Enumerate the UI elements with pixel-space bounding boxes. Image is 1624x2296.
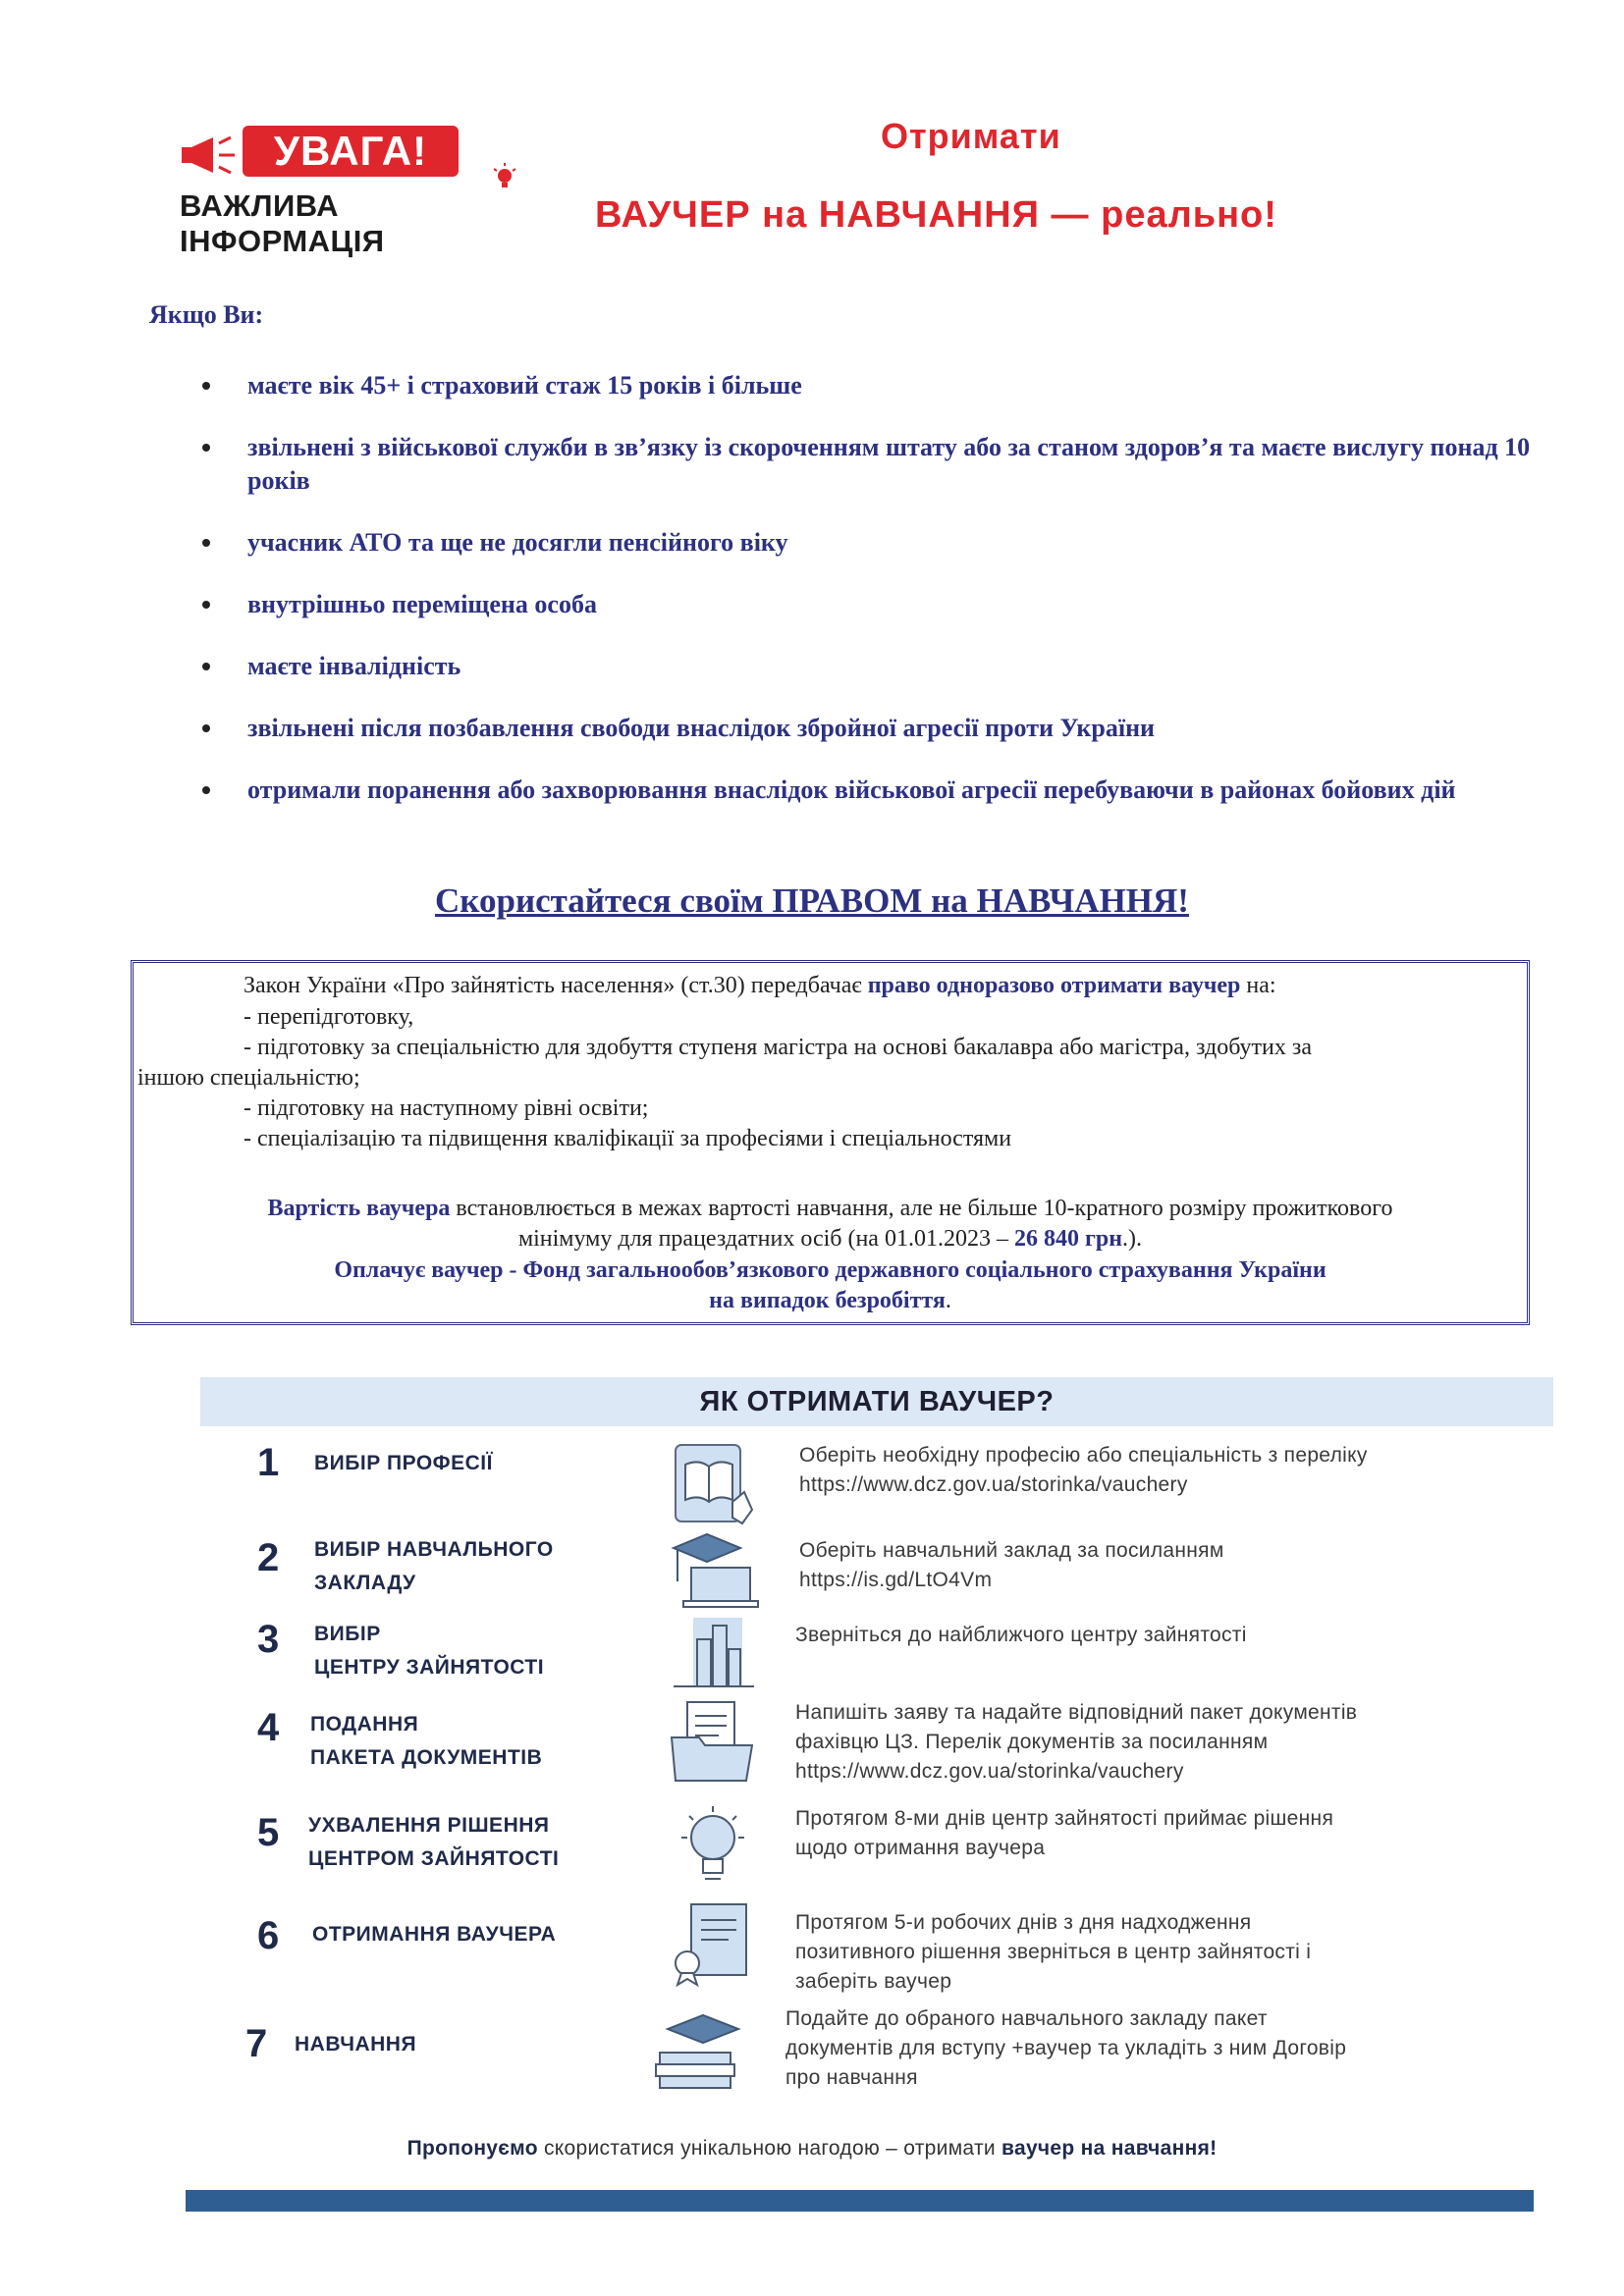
step-number: 1 xyxy=(257,1441,280,1484)
attention-logo xyxy=(180,126,533,258)
step-title-line: ВИБІР НАВЧАЛЬНОГО xyxy=(314,1538,554,1561)
law-item: іншою спеціальністю; xyxy=(137,1065,360,1091)
step-title-line: НАВЧАННЯ xyxy=(295,2033,417,2056)
condition-item: маєте вік 45+ і страховий стаж 15 років і більше xyxy=(196,369,1542,402)
law-intro-end: на: xyxy=(1240,973,1276,998)
payer-line1 xyxy=(134,1257,1527,1284)
voucher-cost-line1 xyxy=(134,1196,1527,1222)
step-title xyxy=(295,2028,416,2061)
footer-text: скористатися унікальною нагодою – отримати xyxy=(537,2137,1002,2160)
step-desc-line: Оберіть навчальний заклад за посиланням xyxy=(799,1539,1224,1562)
step-desc-line: Зверніться до найближчого центру зайнятості xyxy=(795,1624,1247,1646)
step-number: 3 xyxy=(257,1618,280,1661)
step-title xyxy=(314,1618,544,1684)
law-item: - спеціалізацію та підвищення кваліфікації за професіями і спеціальностями xyxy=(244,1126,1012,1151)
title-line-1: Отримати xyxy=(881,116,1061,156)
slogan-heading: Скористайтеся своїм ПРАВОМ на НАВЧАННЯ! xyxy=(435,881,1189,920)
condition-item: звільнені після позбавлення свободи внаслідок збройної агресії проти України xyxy=(196,712,1542,745)
folder-documents-icon xyxy=(664,1698,762,1785)
bottom-bar xyxy=(186,2190,1534,2212)
step-title xyxy=(312,1918,556,1951)
payer-text2: на випадок безробіття xyxy=(709,1288,946,1313)
step-desc-line: https://www.dcz.gov.ua/storinka/vauchery xyxy=(799,1473,1188,1496)
step-desc-line: Напишіть заяву та надайте відповідний пакет документів xyxy=(795,1701,1358,1724)
step-desc-line: Протягом 8-ми днів центр зайнятості приймає рішення xyxy=(795,1807,1334,1830)
step-desc-line: https://is.gd/LtO4Vm xyxy=(799,1569,993,1591)
footer-bold-start: Пропонуємо xyxy=(406,2137,538,2160)
step-description xyxy=(799,1441,1368,1500)
step-title-line: ОТРИМАННЯ ВАУЧЕРА xyxy=(312,1923,557,1946)
step-title-line: ЗАКЛАДУ xyxy=(314,1572,416,1594)
certificate-icon xyxy=(664,1900,762,1987)
step-number: 7 xyxy=(245,2022,268,2065)
step-title-line: ПОДАННЯ xyxy=(310,1713,419,1735)
condition-item: учасник АТО та ще не досягли пенсійного віку xyxy=(196,526,1542,560)
intro-text: Якщо Ви: xyxy=(149,300,264,329)
step-description xyxy=(795,1908,1311,1997)
condition-item: отримали поранення або захворювання внаслідок військової агресії перебуваючи в районах бойових дій xyxy=(196,774,1542,807)
conditions-list xyxy=(196,369,1542,835)
step-title-line: УХВАЛЕННЯ РІШЕННЯ xyxy=(308,1814,550,1837)
step-desc-line: Оберіть необхідну професію або спеціальність з переліку xyxy=(799,1444,1368,1467)
voucher-cost-text2: мінімуму для працездатних осіб (на 01.01.2023 – xyxy=(517,1226,1014,1252)
attention-badge: УВАГА! xyxy=(243,126,459,177)
footer-bold-end: ваучер на навчання! xyxy=(1001,2137,1218,2160)
important-info-label: ВАЖЛИВА ІНФОРМАЦІЯ xyxy=(180,188,385,258)
graduation-laptop-icon xyxy=(664,1526,762,1613)
voucher-cost-line2 xyxy=(134,1226,1527,1253)
buildings-icon xyxy=(664,1610,762,1696)
step-title-line: ЦЕНТРОМ ЗАЙНЯТОСТІ xyxy=(308,1847,560,1870)
step-number: 2 xyxy=(257,1536,280,1579)
lightbulb-icon xyxy=(664,1802,762,1889)
voucher-cost-amount: 26 840 грн xyxy=(1013,1226,1123,1252)
payer-end: . xyxy=(945,1288,951,1313)
step-desc-line: щодо отримання ваучера xyxy=(795,1837,1046,1859)
law-intro-bold: право одноразово отримати ваучер xyxy=(867,973,1241,998)
step-desc-line: заберіть ваучер xyxy=(795,1970,952,1993)
step-desc-line: про навчання xyxy=(785,2066,918,2089)
payer-line2 xyxy=(134,1288,1527,1314)
law-info-box xyxy=(131,960,1530,1325)
infographic-title: ЯК ОТРИМАТИ ВАУЧЕР? xyxy=(200,1377,1553,1426)
step-desc-line: https://www.dcz.gov.ua/storinka/vauchery xyxy=(795,1760,1184,1783)
voucher-cost-label: Вартість ваучера xyxy=(267,1196,451,1221)
condition-item: маєте інвалідність xyxy=(196,650,1542,683)
step-desc-line: документів для вступу +ваучер та укладіть з ним Договір xyxy=(785,2037,1347,2059)
graduation-books-icon xyxy=(648,2007,746,2094)
step-desc-line: фахівцю ЦЗ. Перелік документів за посиланням xyxy=(795,1731,1269,1753)
infographic-footer xyxy=(0,2137,1624,2161)
law-intro-text: Закон України «Про зайнятість населення» (ст.30) передбачає xyxy=(244,973,868,998)
step-title xyxy=(314,1447,493,1480)
step-desc-line: позитивного рішення зверніться в центр зайнятості і xyxy=(795,1941,1312,1963)
title-line-2: ВАУЧЕР на НАВЧАННЯ — реально! xyxy=(595,194,1277,236)
step-title xyxy=(308,1809,559,1876)
step-number: 5 xyxy=(257,1811,280,1854)
step-title-line: ВИБІР xyxy=(314,1623,381,1645)
payer-text: Оплачує ваучер - Фонд загальнообов’язкового державного соціального страхування України xyxy=(334,1257,1326,1283)
step-desc-line: Протягом 5-и робочих днів з дня надходження xyxy=(795,1911,1252,1934)
condition-item: внутрішньо переміщена особа xyxy=(196,588,1542,621)
law-item: - підготовку за спеціальністю для здобуття ступеня магістра на основі бакалавра або магістра, здобутих за xyxy=(244,1035,1312,1060)
step-description xyxy=(795,1621,1247,1650)
voucher-cost-end: .). xyxy=(1122,1226,1143,1252)
step-title xyxy=(314,1533,554,1600)
step-desc-line: Подайте до обраного навчального закладу пакет xyxy=(785,2007,1268,2030)
law-item: - підготовку на наступному рівні освіти; xyxy=(244,1095,649,1121)
book-tablet-icon xyxy=(664,1441,762,1527)
step-description xyxy=(795,1698,1357,1787)
step-description xyxy=(785,2004,1346,2093)
step-title xyxy=(310,1708,542,1775)
law-intro xyxy=(244,973,1276,999)
step-title-line: ВИБІР ПРОФЕСІЇ xyxy=(314,1452,493,1474)
step-number: 6 xyxy=(257,1914,280,1957)
step-description xyxy=(795,1804,1333,1863)
step-title-line: ЦЕНТРУ ЗАЙНЯТОСТІ xyxy=(314,1656,545,1679)
megaphone-icon xyxy=(180,135,241,175)
law-item: - перепідготовку, xyxy=(244,1004,414,1030)
step-title-line: ПАКЕТА ДОКУМЕНТІВ xyxy=(310,1746,543,1769)
condition-item: звільнені з військової служби в зв’язку із скороченням штату або за станом здоров’я та маєте вислугу понад 10 років xyxy=(196,431,1542,498)
step-number: 4 xyxy=(257,1706,280,1749)
step-description xyxy=(799,1536,1224,1595)
voucher-cost-text: встановлюється в межах вартості навчання, але не більше 10-кратного розміру прожиткового xyxy=(450,1196,1393,1221)
